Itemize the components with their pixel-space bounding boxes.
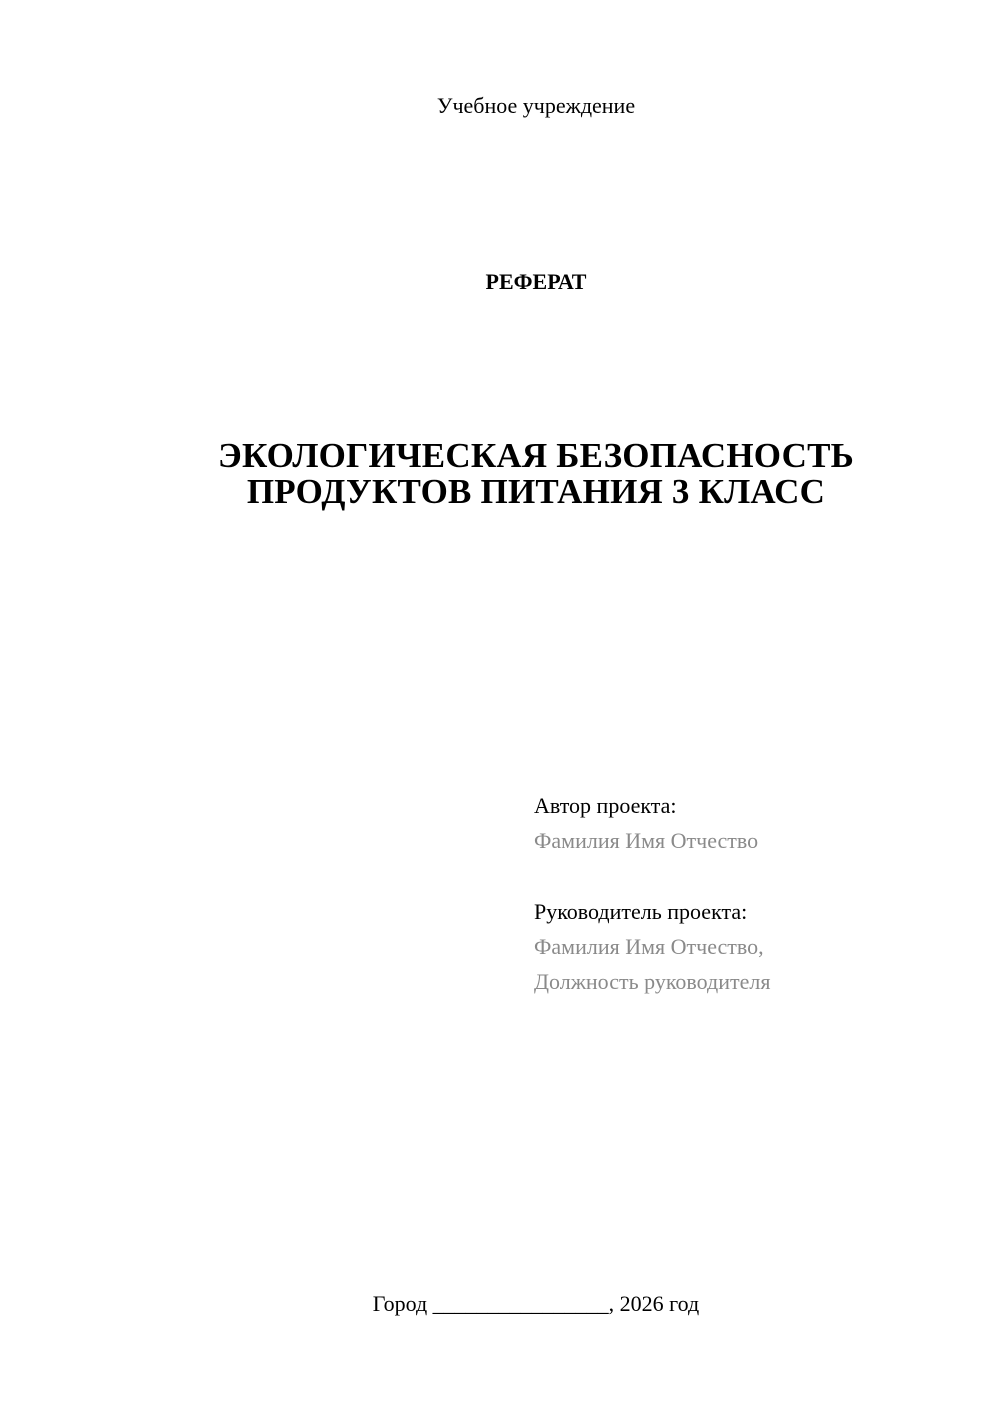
author-name: Фамилия Имя Отчество bbox=[534, 828, 759, 853]
credits-spacer bbox=[534, 858, 974, 894]
supervisor-name: Фамилия Имя Отчество, bbox=[534, 934, 764, 959]
city-year-line: Город ________________, 2026 год bbox=[372, 1291, 700, 1316]
document-title bbox=[0, 438, 1000, 510]
title-line-2: ПРОДУКТОВ ПИТАНИЯ 3 КЛАСС bbox=[246, 472, 826, 511]
title-line-1: ЭКОЛОГИЧЕСКАЯ БЕЗОПАСНОСТЬ bbox=[218, 436, 854, 475]
supervisor-label: Руководитель проекта: bbox=[534, 899, 748, 924]
supervisor-position: Должность руководителя bbox=[534, 969, 771, 994]
credits-block bbox=[534, 788, 974, 999]
document-type: РЕФЕРАТ bbox=[485, 269, 587, 294]
author-label: Автор проекта: bbox=[534, 793, 677, 818]
institution-name: Учебное учреждение bbox=[436, 93, 636, 118]
